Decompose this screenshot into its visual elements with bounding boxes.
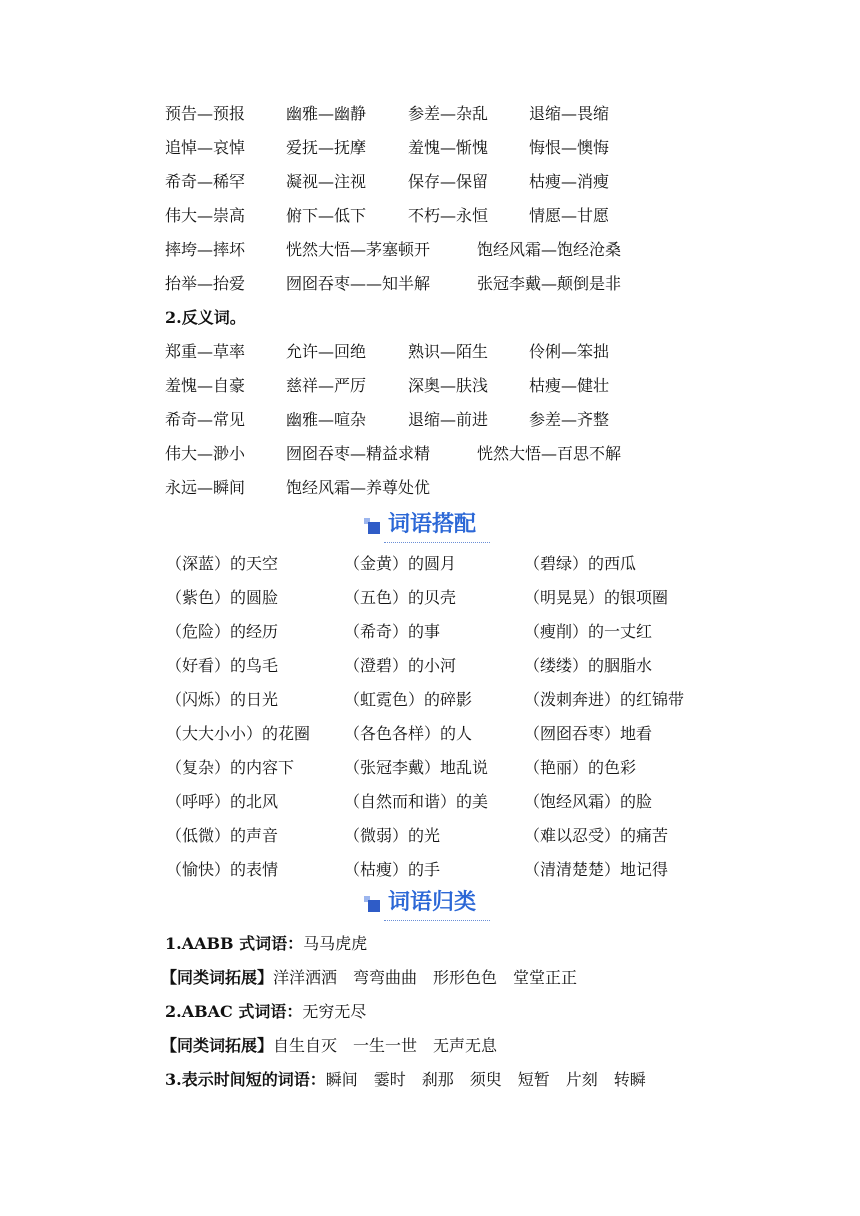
classify-line bbox=[165, 999, 366, 1025]
collocation-item: （愉快）的表情 bbox=[166, 860, 279, 879]
collocation-item: （囫囵吞枣）地看 bbox=[524, 724, 653, 743]
word-pair: 参差—杂乱 bbox=[408, 104, 489, 123]
classify-value: 无穷无尽 bbox=[302, 1002, 367, 1021]
section-heading-text: 词语归类 bbox=[388, 890, 477, 915]
collocation-item: （微弱）的光 bbox=[344, 826, 441, 845]
word-pair: 熟识—陌生 bbox=[408, 342, 489, 361]
collocation-item: （澄碧）的小河 bbox=[344, 656, 457, 675]
classify-value: 洋洋洒洒 弯弯曲曲 形形色色 堂堂正正 bbox=[273, 968, 578, 987]
word-pair: 爱抚—抚摩 bbox=[286, 138, 367, 157]
classify-line bbox=[161, 965, 577, 991]
word-pair: 恍然大悟—百思不解 bbox=[477, 444, 622, 463]
collocation-item: （大大小小）的花圈 bbox=[166, 724, 311, 743]
collocation-item: （虹霓色）的碎影 bbox=[344, 690, 473, 709]
heading-square-icon bbox=[368, 900, 380, 912]
word-pair: 囫囵吞枣——知半解 bbox=[286, 274, 431, 293]
collocation-item: （各色各样）的人 bbox=[344, 724, 473, 743]
word-pair: 允许—回绝 bbox=[286, 342, 367, 361]
word-pair: 伟大—渺小 bbox=[165, 444, 246, 463]
collocation-item: （泼刺奔进）的红锦带 bbox=[524, 690, 685, 709]
word-pair: 幽雅—幽静 bbox=[286, 104, 367, 123]
word-pair: 希奇—常见 bbox=[165, 410, 246, 429]
word-pair: 慈祥—严厉 bbox=[286, 376, 367, 395]
word-pair: 摔垮—摔坏 bbox=[165, 240, 246, 259]
word-pair: 枯瘦—消瘦 bbox=[529, 172, 610, 191]
classify-value: 瞬间 霎时 刹那 须臾 短暂 片刻 转瞬 bbox=[325, 1070, 646, 1089]
word-pair: 参差—齐整 bbox=[529, 410, 610, 429]
word-pair: 伟大—崇高 bbox=[165, 206, 246, 225]
extension-label: 【同类词拓展】 bbox=[161, 968, 274, 987]
collocation-item: （好看）的鸟毛 bbox=[166, 656, 279, 675]
classify-line bbox=[161, 1033, 497, 1059]
word-pair: 悔恨—懊悔 bbox=[529, 138, 610, 157]
collocation-item: （缕缕）的胭脂水 bbox=[524, 656, 653, 675]
word-pair: 深奥—肤浅 bbox=[408, 376, 489, 395]
collocation-item: （枯瘦）的手 bbox=[344, 860, 441, 879]
word-pair: 退缩—前进 bbox=[408, 410, 489, 429]
word-pair: 恍然大悟—茅塞顿开 bbox=[286, 240, 431, 259]
word-pair: 饱经风霜—饱经沧桑 bbox=[477, 240, 622, 259]
collocation-item: （难以忍受）的痛苦 bbox=[524, 826, 669, 845]
word-pair: 情愿—甘愿 bbox=[529, 206, 610, 225]
word-pair: 张冠李戴—颠倒是非 bbox=[477, 274, 622, 293]
collocation-item: （金黄）的圆月 bbox=[344, 554, 457, 573]
word-pair: 伶俐—笨拙 bbox=[529, 342, 610, 361]
section-heading-text: 词语搭配 bbox=[388, 512, 477, 537]
word-pair: 俯下—低下 bbox=[286, 206, 367, 225]
word-pair: 不朽—永恒 bbox=[408, 206, 489, 225]
word-pair: 枯瘦—健壮 bbox=[529, 376, 610, 395]
word-pair: 预告—预报 bbox=[165, 104, 246, 123]
word-pair: 饱经风霜—养尊处优 bbox=[286, 478, 431, 497]
word-pair: 永远—瞬间 bbox=[165, 478, 246, 497]
collocation-item: （五色）的贝壳 bbox=[344, 588, 457, 607]
collocation-item: （明晃晃）的银项圈 bbox=[524, 588, 669, 607]
word-pair: 幽雅—喧杂 bbox=[286, 410, 367, 429]
word-pair: 郑重—草率 bbox=[165, 342, 246, 361]
heading-underline bbox=[384, 920, 490, 921]
classify-label: 3.表示时间短的词语： bbox=[165, 1070, 326, 1089]
classify-label: 1.AABB 式词语： bbox=[165, 934, 304, 953]
collocation-item: （危险）的经历 bbox=[166, 622, 279, 641]
collocation-item: （深蓝）的天空 bbox=[166, 554, 279, 573]
antonyms-title: 2.反义词。 bbox=[165, 308, 246, 327]
classify-value: 马马虎虎 bbox=[303, 934, 368, 953]
extension-label: 【同类词拓展】 bbox=[161, 1036, 274, 1055]
word-pair: 凝视—注视 bbox=[286, 172, 367, 191]
classify-line bbox=[165, 931, 367, 957]
collocation-item: （碧绿）的西瓜 bbox=[524, 554, 637, 573]
heading-underline bbox=[384, 542, 490, 543]
word-pair: 囫囵吞枣—精益求精 bbox=[286, 444, 431, 463]
collocation-item: （低微）的声音 bbox=[166, 826, 279, 845]
collocation-item: （张冠李戴）地乱说 bbox=[344, 758, 489, 777]
word-pair: 追悼—哀悼 bbox=[165, 138, 246, 157]
classify-line bbox=[165, 1067, 646, 1093]
word-pair: 羞愧—惭愧 bbox=[408, 138, 489, 157]
word-pair: 抬举—抬爱 bbox=[165, 274, 246, 293]
classify-label: 2.ABAC 式词语： bbox=[165, 1002, 303, 1021]
word-pair: 羞愧—自豪 bbox=[165, 376, 246, 395]
word-pair: 退缩—畏缩 bbox=[529, 104, 610, 123]
collocation-item: （艳丽）的色彩 bbox=[524, 758, 637, 777]
classify-value: 自生自灭 一生一世 无声无息 bbox=[273, 1036, 498, 1055]
collocation-item: （自然而和谐）的美 bbox=[344, 792, 489, 811]
collocation-item: （清清楚楚）地记得 bbox=[524, 860, 669, 879]
word-pair: 保存—保留 bbox=[408, 172, 489, 191]
heading-square-icon bbox=[368, 522, 380, 534]
collocation-item: （希奇）的事 bbox=[344, 622, 441, 641]
collocation-item: （呼呼）的北风 bbox=[166, 792, 279, 811]
collocation-item: （复杂）的内容下 bbox=[166, 758, 295, 777]
word-pair: 希奇—稀罕 bbox=[165, 172, 246, 191]
collocation-item: （瘦削）的一丈红 bbox=[524, 622, 653, 641]
collocation-item: （饱经风霜）的脸 bbox=[524, 792, 653, 811]
collocation-item: （紫色）的圆脸 bbox=[166, 588, 279, 607]
collocation-item: （闪烁）的日光 bbox=[166, 690, 279, 709]
